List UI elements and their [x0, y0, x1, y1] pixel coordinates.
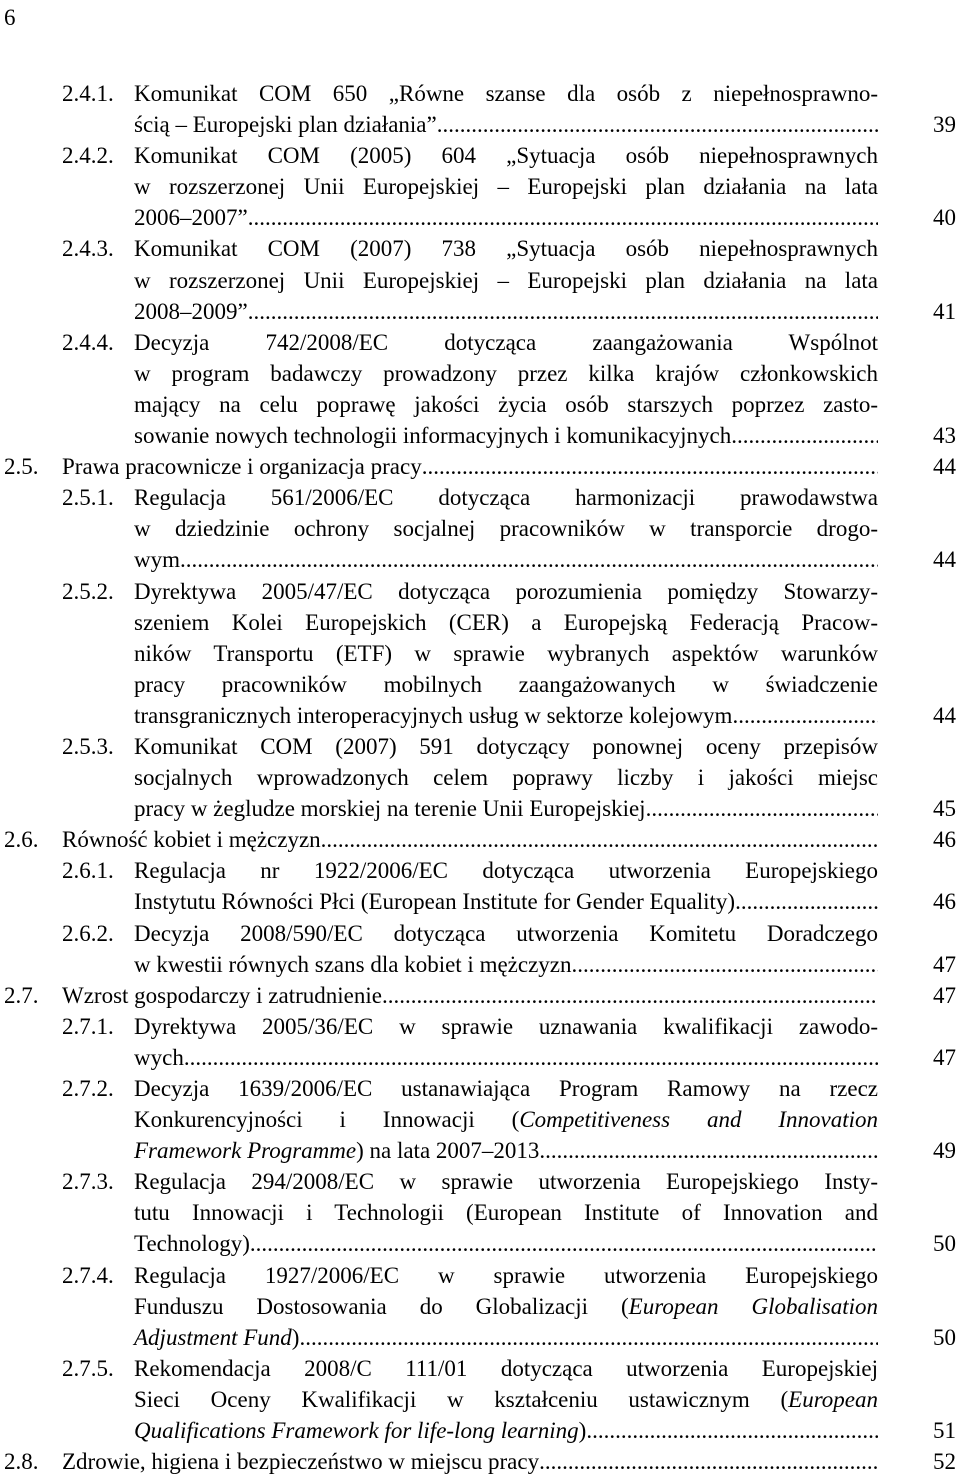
toc-entry-line — [0, 233, 960, 264]
toc-entry-number: 2.4.3. — [62, 236, 114, 262]
toc-entry-line — [0, 1135, 960, 1166]
toc-entry-text: Komunikat COM (2007) 738 „Sytuacja osób niepełnosprawnych — [134, 236, 878, 262]
page-number: 6 — [4, 5, 16, 30]
toc-entry-text: Sieci Oceny Kwalifikacji w kształceniu ustawicznym (European — [134, 1386, 878, 1412]
toc-entry-line — [0, 949, 960, 980]
toc-entry-line — [0, 420, 960, 451]
toc-entry-text — [134, 202, 878, 233]
toc-entry-title: Zdrowie, higiena i bezpieczeństwo w miejscu pracy — [62, 1449, 540, 1475]
toc-entry-number: 2.7.5. — [62, 1355, 114, 1381]
toc-entry-line — [0, 576, 960, 607]
dot-leader — [184, 1042, 878, 1073]
toc-entry-text: Regulacja nr 1922/2006/EC dotycząca utworzenia Europejskiego — [134, 858, 878, 884]
toc-entry[interactable] — [0, 327, 960, 451]
toc-entry-line — [0, 1291, 960, 1322]
toc-entry-title: pracy w żegludze morskiej na terenie Unii Europejskiej — [134, 796, 646, 822]
toc-entry-line — [0, 824, 960, 855]
dot-leader — [437, 109, 878, 140]
toc-entry-line — [0, 265, 960, 296]
toc-entry-text: Decyzja 742/2008/EC dotycząca zaangażowania Wspólnot — [134, 329, 878, 355]
toc-entry[interactable] — [0, 731, 960, 824]
toc-entry-page: 52 — [933, 1449, 956, 1475]
toc-entry-number: 2.6.1. — [62, 858, 114, 884]
toc-entry-line — [0, 171, 960, 202]
toc-entry-text: w dziedzinie ochrony socjalnej pracowników w transporcie drogo- — [134, 516, 878, 542]
toc-entry[interactable] — [0, 855, 960, 917]
toc-entry-number: 2.8. — [4, 1449, 39, 1475]
toc-entry[interactable] — [0, 1073, 960, 1166]
toc-entry-line — [0, 980, 960, 1011]
toc-entry-line — [0, 513, 960, 544]
dot-leader — [250, 1228, 878, 1259]
toc-entry-line — [0, 1415, 960, 1446]
toc-entry-line — [0, 1384, 960, 1415]
toc-entry-text: Komunikat COM (2005) 604 „Sytuacja osób niepełnosprawnych — [134, 143, 878, 169]
toc-entry-line — [0, 1446, 960, 1477]
dot-leader — [735, 886, 878, 917]
toc-entry-text — [134, 1228, 878, 1259]
toc-entry-line — [0, 389, 960, 420]
toc-entry-title: Wzrost gospodarczy i zatrudnienie — [62, 982, 382, 1008]
toc-entry-text: tutu Innowacji i Technologii (European Institute of Innovation and — [134, 1200, 878, 1226]
toc-entry-line — [0, 1353, 960, 1384]
toc-entry[interactable] — [0, 233, 960, 326]
toc-entry-text: Dyrektywa 2005/36/EC w sprawie uznawania kwalifikacji zawodo- — [134, 1013, 878, 1039]
toc-entry-line — [0, 793, 960, 824]
dot-leader — [299, 1322, 878, 1353]
toc-entry[interactable] — [0, 451, 960, 482]
toc-entry-title: Adjustment Fund) — [134, 1324, 300, 1350]
toc-entry-title: sowanie nowych technologii informacyjnych i komunikacyjnych — [134, 423, 732, 449]
toc-entry-number: 2.7.2. — [62, 1076, 114, 1101]
toc-entry-line — [0, 918, 960, 949]
dot-leader — [180, 544, 878, 575]
toc-entry-title: wych — [134, 1044, 184, 1070]
toc-entry-number: 2.5.1. — [62, 485, 114, 511]
toc-entry-page: 50 — [933, 1231, 956, 1257]
table-of-contents — [0, 78, 960, 1477]
toc-entry[interactable] — [0, 918, 960, 980]
toc-entry[interactable] — [0, 1260, 960, 1353]
dot-leader — [646, 793, 878, 824]
toc-entry-page: 44 — [933, 454, 956, 480]
toc-entry-page: 49 — [933, 1138, 956, 1164]
toc-entry-line — [0, 1042, 960, 1073]
toc-entry-text: ników Transportu (ETF) w sprawie wybranych aspektów warunków — [134, 640, 878, 666]
toc-entry-page: 41 — [933, 298, 956, 324]
toc-entry-line — [0, 638, 960, 669]
toc-entry-text: Decyzja 1639/2006/EC ustanawiająca Program Ramowy na rzecz — [134, 1076, 878, 1101]
toc-entry-text — [134, 1135, 878, 1166]
toc-entry[interactable] — [0, 980, 960, 1011]
toc-entry-title: Instytutu Równości Płci (European Institute for Gender Equality) — [134, 889, 736, 915]
toc-entry[interactable] — [0, 140, 960, 233]
dot-leader — [248, 296, 878, 327]
toc-entry-text — [62, 980, 878, 1011]
toc-entry-text: Decyzja 2008/590/EC dotycząca utworzenia Komitetu Doradczego — [134, 920, 878, 946]
toc-entry[interactable] — [0, 78, 960, 140]
toc-entry-text: pracy pracowników mobilnych zaangażowanych w świadczenie — [134, 671, 878, 697]
toc-entry[interactable] — [0, 1353, 960, 1446]
toc-entry-line — [0, 1197, 960, 1228]
toc-entry-page: 47 — [933, 982, 956, 1008]
toc-entry-text — [62, 824, 878, 855]
toc-entry-text — [134, 544, 878, 575]
toc-entry-page: 43 — [933, 423, 956, 449]
toc-entry[interactable] — [0, 824, 960, 855]
toc-entry-page: 45 — [933, 796, 956, 822]
dot-leader — [731, 420, 878, 451]
toc-entry-line — [0, 762, 960, 793]
toc-entry-line — [0, 140, 960, 171]
toc-entry-text — [134, 420, 878, 451]
toc-entry-text: w rozszerzonej Unii Europejskiej – Europejski plan działania na lata — [134, 267, 878, 293]
toc-entry-line — [0, 1322, 960, 1353]
toc-entry-page: 44 — [933, 547, 956, 573]
toc-entry-text: socjalnych wprowadzonych celem poprawy liczby i jakości miejsc — [134, 765, 878, 791]
toc-entry[interactable] — [0, 1166, 960, 1259]
toc-entry-text — [134, 793, 878, 824]
toc-entry-text: Funduszu Dostosowania do Globalizacji (European Globalisation — [134, 1293, 878, 1319]
toc-entry-number: 2.6. — [4, 827, 39, 853]
toc-entry-title: ścią – Europejski plan działania” — [134, 112, 437, 138]
toc-entry-number: 2.7. — [4, 982, 39, 1008]
toc-entry[interactable] — [0, 1446, 960, 1477]
toc-entry-title: 2006–2007” — [134, 205, 248, 231]
toc-entry-title: Framework Programme) na lata 2007–2013 — [134, 1138, 540, 1164]
toc-entry-text: Konkurencyjności i Innowacji (Competitiveness and Innovation — [134, 1107, 878, 1133]
toc-entry-number: 2.7.3. — [62, 1169, 114, 1195]
toc-entry-page: 47 — [933, 951, 956, 977]
toc-entry-line — [0, 1260, 960, 1291]
toc-entry-text — [134, 296, 878, 327]
toc-entry-line — [0, 358, 960, 389]
toc-entry-line — [0, 202, 960, 233]
dot-leader — [732, 700, 878, 731]
toc-entry-line — [0, 1104, 960, 1135]
dot-leader — [586, 1415, 878, 1446]
toc-entry-line — [0, 1073, 960, 1104]
toc-entry-number: 2.5. — [4, 454, 39, 480]
toc-entry-line — [0, 482, 960, 513]
toc-entry-line — [0, 700, 960, 731]
toc-entry-page: 40 — [933, 205, 956, 231]
toc-entry-number: 2.7.4. — [62, 1262, 114, 1288]
toc-entry-title: Prawa pracownicze i organizacja pracy — [62, 454, 422, 480]
toc-entry-text: w rozszerzonej Unii Europejskiej – Europejski plan działania na lata — [134, 174, 878, 200]
toc-entry-line — [0, 327, 960, 358]
toc-entry-line — [0, 1228, 960, 1259]
toc-entry-page: 51 — [933, 1418, 956, 1444]
toc-entry-line — [0, 731, 960, 762]
toc-entry-line — [0, 109, 960, 140]
toc-entry-text: Dyrektywa 2005/47/EC dotycząca porozumienia pomiędzy Stowarzy- — [134, 578, 878, 604]
toc-entry-line — [0, 544, 960, 575]
toc-entry-text: mający na celu poprawę jakości życia osób starszych poprzez zasto- — [134, 391, 878, 417]
toc-entry-text: Regulacja 561/2006/EC dotycząca harmonizacji prawodawstwa — [134, 485, 878, 511]
toc-entry-page: 46 — [933, 827, 956, 853]
dot-leader — [422, 451, 878, 482]
toc-entry-line — [0, 886, 960, 917]
toc-entry-title: Qualifications Framework for life-long learning) — [134, 1418, 587, 1444]
toc-entry-title: wym — [134, 547, 180, 573]
toc-entry-page: 44 — [933, 702, 956, 728]
toc-entry-text: Komunikat COM 650 „Równe szanse dla osób z niepełnosprawno- — [134, 81, 878, 106]
toc-entry-page: 50 — [933, 1324, 956, 1350]
toc-entry-number: 2.4.4. — [62, 329, 114, 355]
dot-leader — [572, 949, 878, 980]
toc-entry-title: w kwestii równych szans dla kobiet i mężczyzn — [134, 951, 572, 977]
toc-entry-text — [62, 451, 878, 482]
toc-entry-number: 2.4.1. — [62, 81, 114, 106]
toc-entry-page: 47 — [933, 1044, 956, 1070]
toc-entry-line — [0, 855, 960, 886]
toc-entry-text — [134, 949, 878, 980]
toc-entry-text — [62, 1446, 878, 1477]
toc-entry-line — [0, 78, 960, 109]
toc-entry-text — [134, 109, 878, 140]
toc-entry-number: 2.4.2. — [62, 143, 114, 169]
toc-entry-number: 2.7.1. — [62, 1013, 114, 1039]
toc-entry-title: Równość kobiet i mężczyzn — [62, 827, 321, 853]
toc-entry-text — [134, 1415, 878, 1446]
dot-leader — [248, 202, 878, 233]
toc-entry-text: Regulacja 294/2008/EC w sprawie utworzenia Europejskiego Insty- — [134, 1169, 878, 1195]
toc-entry-text — [134, 886, 878, 917]
toc-entry-page: 39 — [933, 112, 956, 138]
toc-entry-title: Technology) — [134, 1231, 250, 1257]
toc-entry-text: Regulacja 1927/2006/EC w sprawie utworzenia Europejskiego — [134, 1262, 878, 1288]
toc-entry-text — [134, 1322, 878, 1353]
dot-leader — [539, 1446, 878, 1477]
toc-entry-page: 46 — [933, 889, 956, 915]
toc-entry-text: w program badawczy prowadzony przez kilka krajów członkowskich — [134, 360, 878, 386]
toc-entry-title: transgranicznych interoperacyjnych usług w sektorze kolejowym — [134, 702, 733, 728]
dot-leader — [539, 1135, 878, 1166]
toc-entry[interactable] — [0, 576, 960, 731]
toc-entry[interactable] — [0, 482, 960, 575]
toc-entry[interactable] — [0, 1011, 960, 1073]
toc-entry-text: Komunikat COM (2007) 591 dotyczący ponownej oceny przepisów — [134, 733, 878, 759]
toc-entry-line — [0, 669, 960, 700]
toc-entry-number: 2.6.2. — [62, 920, 114, 946]
dot-leader — [321, 824, 878, 855]
toc-entry-number: 2.5.2. — [62, 578, 114, 604]
toc-entry-line — [0, 296, 960, 327]
toc-entry-line — [0, 607, 960, 638]
toc-entry-line — [0, 1011, 960, 1042]
toc-entry-text — [134, 700, 878, 731]
toc-entry-line — [0, 451, 960, 482]
toc-entry-text: szeniem Kolei Europejskich (CER) a Europejską Federacją Pracow- — [134, 609, 878, 635]
toc-entry-line — [0, 1166, 960, 1197]
toc-entry-title: 2008–2009” — [134, 298, 248, 324]
toc-entry-text: Rekomendacja 2008/C 111/01 dotycząca utworzenia Europejskiej — [134, 1355, 878, 1381]
dot-leader — [382, 980, 878, 1011]
toc-entry-text — [134, 1042, 878, 1073]
toc-entry-number: 2.5.3. — [62, 733, 114, 759]
